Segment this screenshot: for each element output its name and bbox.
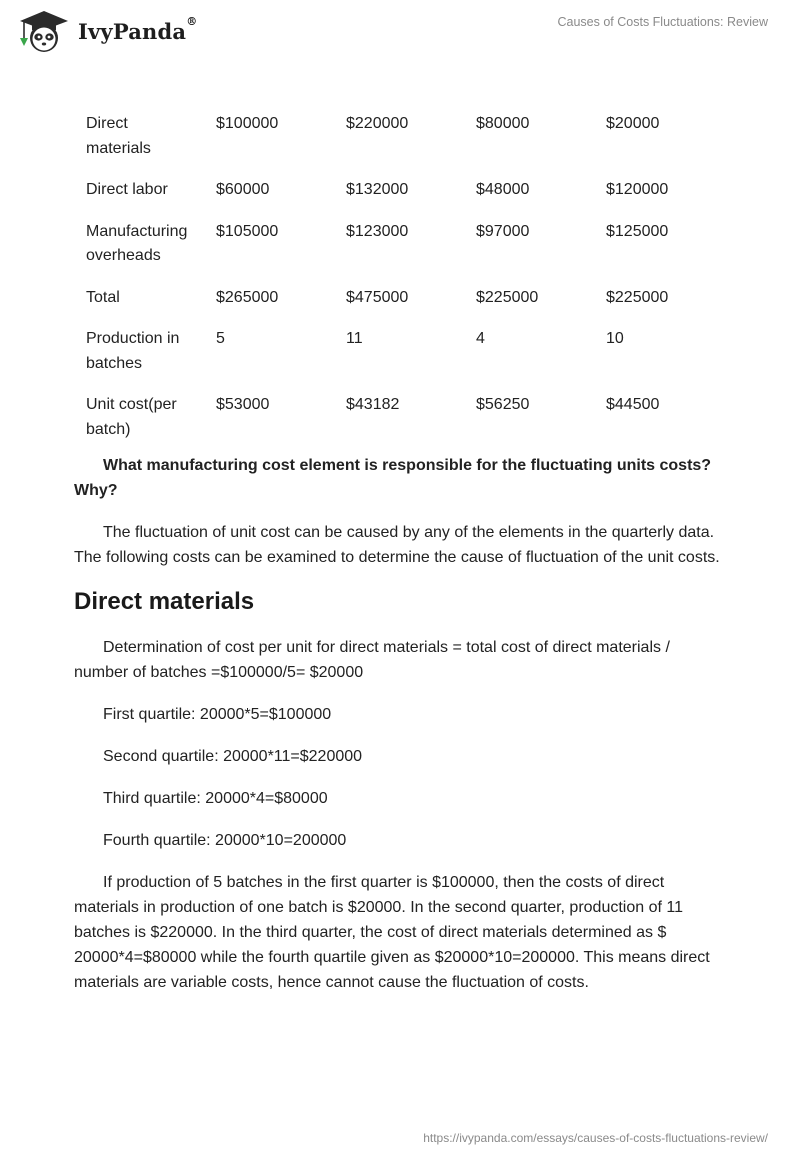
table-row (74, 393, 724, 459)
table-cell: $97000 (476, 222, 530, 240)
first-quartile-line: First quartile: 20000*5=$100000 (103, 706, 332, 723)
quarterly-cost-table (74, 112, 724, 459)
page-header (0, 0, 800, 70)
intro-paragraph: The fluctuation of unit cost can be caused by any of the elements in the quarterly data. The following costs can be examined to determine the cause of fluctuation of the unit costs. (74, 524, 720, 566)
table-row (74, 178, 724, 220)
row-label: Unit cost(per batch) (86, 396, 177, 438)
third-quartile-line: Third quartile: 20000*4=$80000 (103, 790, 328, 807)
second-quartile-line: Second quartile: 20000*11=$220000 (103, 748, 363, 765)
section-heading: Direct materials (74, 588, 255, 615)
table-cell: $60000 (216, 181, 270, 198)
table-cell: $225000 (606, 288, 669, 306)
table-cell: $44500 (606, 396, 660, 413)
conclusion-paragraph: If production of 5 batches in the first quarter is $100000, then the costs of direct materials in production of one batch is $20000. In the second quarter, production of 11 batches is $220000. In the third quarter, the cost of direct materials determined as $ 20000*4=$80000 while the fourth quartile given as $20000*10=200000. This means direct materials are variable costs, hence cannot cause the fluctuation of costs. (74, 874, 710, 991)
table-row (74, 286, 724, 328)
table-cell: $265000 (216, 288, 279, 306)
table-cell: $123000 (346, 222, 409, 240)
table-cell: $43182 (346, 396, 400, 413)
table-cell: $56250 (476, 396, 530, 413)
row-label: Total (86, 288, 120, 306)
table-cell: $20000 (606, 115, 660, 132)
table-row (74, 220, 724, 286)
row-label: Production in batches (86, 330, 180, 372)
panda-graduate-icon (14, 8, 72, 54)
row-label: Direct materials (86, 115, 151, 157)
fourth-quartile-line: Fourth quartile: 20000*10=200000 (103, 832, 347, 849)
source-url[interactable]: https://ivypanda.com/essays/causes-of-costs-fluctuations-review/ (423, 1131, 768, 1145)
table-cell: 4 (476, 330, 485, 347)
table-cell: $475000 (346, 288, 409, 306)
table-cell: $48000 (476, 181, 530, 198)
table-cell: $120000 (606, 181, 669, 198)
table-cell: 11 (346, 330, 363, 347)
brand-name: IvyPanda® (78, 14, 198, 44)
table-cell: $225000 (476, 288, 539, 306)
table-row (74, 112, 724, 178)
row-label: Manufacturing overheads (86, 222, 188, 264)
table-row (74, 327, 724, 393)
row-label: Direct labor (86, 181, 168, 198)
essay-content (74, 112, 724, 1012)
table-cell: $105000 (216, 222, 279, 240)
table-cell: $80000 (476, 115, 530, 132)
document-title: Causes of Costs Fluctuations: Review (557, 15, 768, 29)
question-paragraph: What manufacturing cost element is responsible for the fluctuating units costs? Why? (74, 457, 712, 499)
table-cell: $100000 (216, 115, 279, 132)
table-cell: $220000 (346, 115, 409, 132)
determination-paragraph: Determination of cost per unit for direct materials = total cost of direct materials / number of batches =$100000/5= $20000 (74, 639, 670, 681)
ivypanda-logo[interactable] (14, 8, 197, 54)
table-cell: $125000 (606, 222, 669, 240)
table-cell: $132000 (346, 181, 409, 198)
table-cell: $53000 (216, 396, 270, 413)
table-cell: 10 (606, 330, 624, 347)
table-cell: 5 (216, 330, 225, 347)
